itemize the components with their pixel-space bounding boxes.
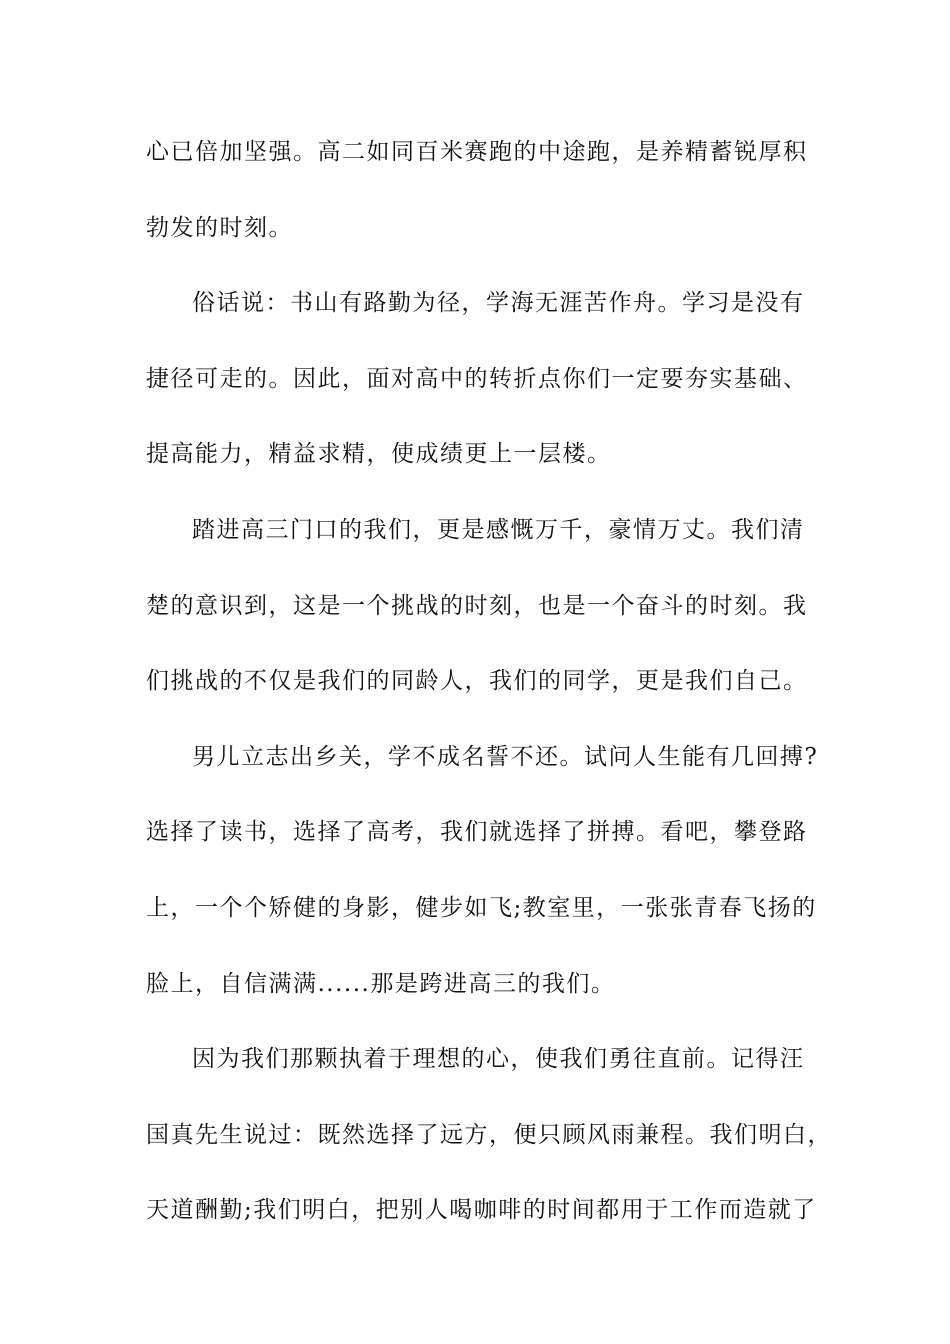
- text-line: 心已倍加坚强。高二如同百米赛跑的中途跑，是养精蓄锐厚积: [146, 139, 808, 165]
- text-line: 捷径可走的。因此，面对高中的转折点你们一定要夯实基础、: [146, 365, 808, 392]
- text-line: 上，一个个矫健的身影，健步如飞;教室里，一张张青春飞扬的: [146, 894, 817, 921]
- text-line: 选择了读书，选择了高考，我们就选择了拼搏。看吧，攀登路: [146, 819, 808, 846]
- text-line: 提高能力，精益求精，使成绩更上一层楼。: [146, 441, 612, 468]
- text-line: 们挑战的不仅是我们的同龄人，我们的同学，更是我们自己。: [146, 668, 808, 695]
- body-text: [146, 127, 832, 1261]
- text-line: 脸上，自信满满......那是跨进高三的我们。: [146, 970, 616, 997]
- text-line: 国真先生说过：既然选择了远方，便只顾风雨兼程。我们明白，: [146, 1121, 832, 1148]
- text-line: 楚的意识到，这是一个挑战的时刻，也是一个奋斗的时刻。我: [146, 592, 808, 619]
- paragraph-start-line: 男儿立志出乡关，学不成名誓不还。试问人生能有几回搏?: [192, 743, 819, 770]
- paragraph-start-line: 俗话说：书山有路勤为径，学海无涯苦作舟。学习是没有: [192, 290, 805, 317]
- paragraph-start-line: 踏进高三门口的我们，更是感慨万千，豪情万丈。我们清: [192, 516, 805, 543]
- text-line: 勃发的时刻。: [146, 214, 293, 241]
- text-line: 天道酬勤;我们明白，把别人喝咖啡的时间都用于工作而造就了: [146, 1197, 817, 1224]
- paragraph-start-line: 因为我们那颗执着于理想的心，使我们勇往直前。记得汪: [192, 1046, 805, 1073]
